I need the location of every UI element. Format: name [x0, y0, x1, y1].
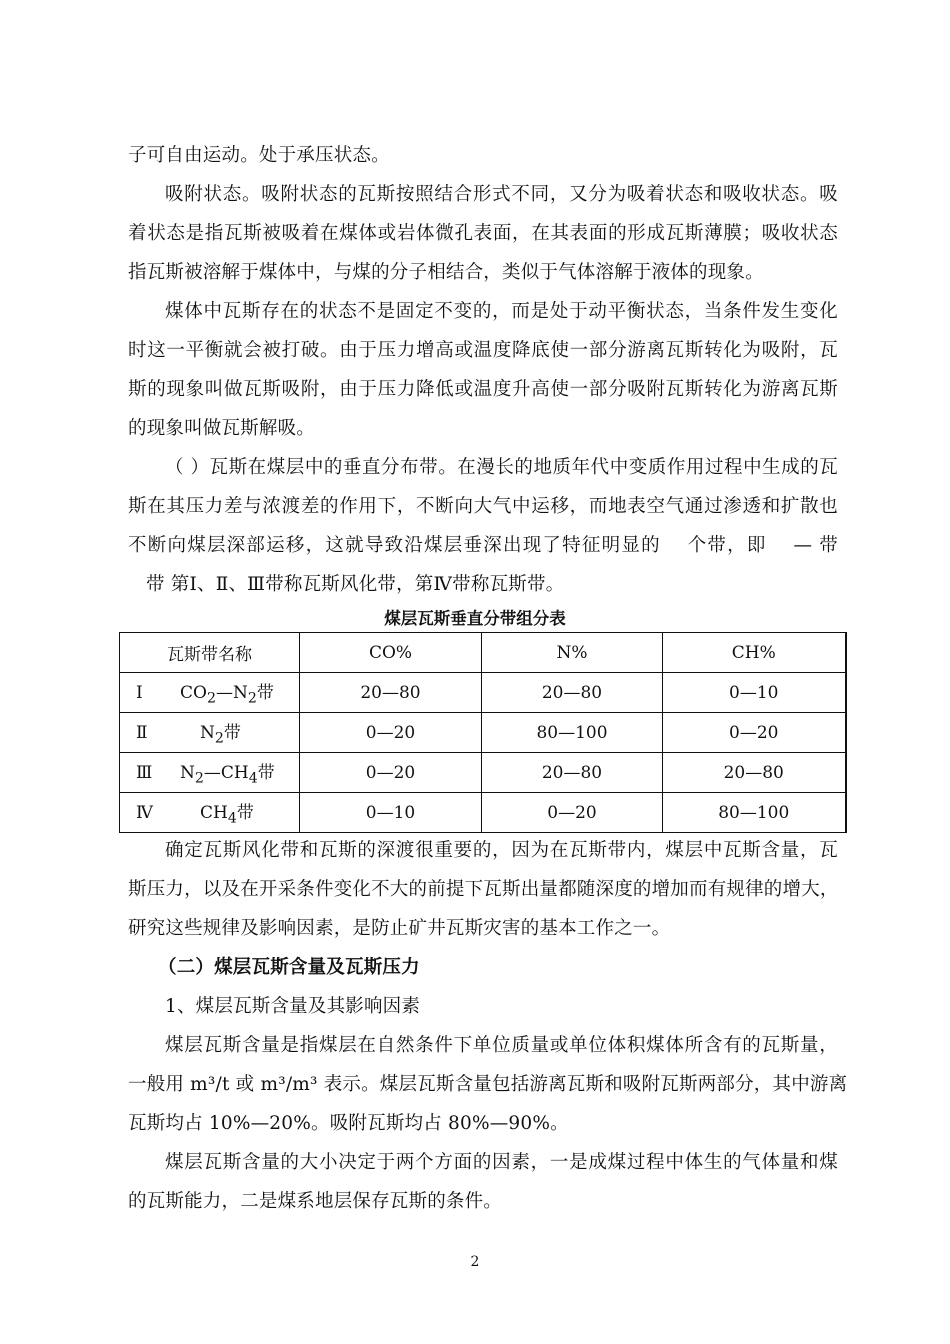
- co-cell: 20—80: [300, 673, 482, 713]
- para-7-line-1: 煤层瓦斯含量的大小决定于两个方面的因素，一是成煤过程中体生的气体量和煤: [165, 1152, 838, 1173]
- zone-name-part: —N: [215, 683, 248, 704]
- para-3-line-2: 时这一平衡就会被打破。由于压力增高或温度降底使一部分游离瓦斯转化为吸附，瓦: [128, 340, 838, 361]
- zone-name-sub: 2: [247, 690, 257, 707]
- n-cell: 0—20: [482, 793, 663, 833]
- header-co: CO%: [300, 633, 482, 673]
- zone-number: Ⅱ: [136, 723, 148, 744]
- para-2-line-1: 吸附状态。吸附状态的瓦斯按照结合形式不同，又分为吸着状态和吸收状态。吸: [165, 184, 838, 205]
- zone-number: Ⅲ: [136, 763, 153, 784]
- para-4-line-2: 斯在其压力差与浓渡差的作用下，不断向大气中运移，而地表空气通过渗透和扩散也: [128, 496, 838, 517]
- ch-cell: 80—100: [663, 793, 846, 833]
- zone-number: Ⅰ: [136, 683, 143, 704]
- para-5-line-3: 研究这些规律及影响因素，是防止矿井瓦斯灾害的基本工作之一。: [128, 918, 671, 939]
- zone-number: Ⅳ: [136, 803, 153, 824]
- subsection-heading: 1、煤层瓦斯含量及其影响因素: [165, 996, 421, 1017]
- zone-name-part: 带: [223, 723, 241, 744]
- zone-name-sub: 4: [227, 810, 237, 827]
- table-row: [120, 673, 846, 713]
- co-cell: 0—20: [300, 753, 482, 793]
- zone-name-part: CH: [200, 803, 228, 824]
- para-4-line-1: （ ）瓦斯在煤层中的垂直分布带。在漫长的地质年代中变质作用过程中生成的瓦: [165, 457, 838, 478]
- table-row: [120, 713, 846, 753]
- co-cell: 0—20: [300, 713, 482, 753]
- ch-cell: 20—80: [663, 753, 846, 793]
- table-header-row: [120, 633, 846, 673]
- zone-name-part: —CH: [203, 763, 249, 784]
- zone-name-part: N: [180, 763, 195, 784]
- para-2-line-3: 指瓦斯被溶解于煤体中，与煤的分子相结合，类似于气体溶解于液体的现象。: [128, 262, 764, 283]
- zone-name-part: 带: [236, 803, 254, 824]
- para-5-line-1: 确定瓦斯风化带和瓦斯的深渡很重要的，因为在瓦斯带内，煤层中瓦斯含量，瓦: [165, 840, 838, 861]
- n-cell: 80—100: [482, 713, 663, 753]
- table-row: [120, 753, 846, 793]
- header-ch: CH%: [663, 633, 846, 673]
- para-3-line-4: 的现象叫做瓦斯解吸。: [128, 418, 316, 439]
- header-n: N%: [482, 633, 663, 673]
- para-2-line-2: 着状态是指瓦斯被吸着在煤体或岩体微孔表面，在其表面的形成瓦斯薄膜；吸收状态: [128, 223, 838, 244]
- gas-zone-table: [119, 632, 847, 833]
- zone-name-part: CO: [180, 683, 207, 704]
- n-cell: 20—80: [482, 753, 663, 793]
- page-number: 2: [470, 1254, 480, 1270]
- zone-name-sub: 2: [194, 770, 204, 787]
- para-3-line-1: 煤体中瓦斯存在的状态不是固定不变的，而是处于动平衡状态，当条件发生变化: [165, 301, 838, 322]
- para-5-line-2: 斯压力，以及在开采条件变化不大的前提下瓦斯出量都随深度的增加而有规律的增大，: [128, 879, 839, 900]
- para-1-line-1: 子可自由运动。处于承压状态。: [128, 145, 390, 166]
- zone-name-cell: [120, 793, 300, 833]
- zone-name-cell: [120, 753, 300, 793]
- co-cell: 0—10: [300, 793, 482, 833]
- table-caption: 煤层瓦斯垂直分带组分表: [384, 609, 566, 628]
- ch-cell: 0—10: [663, 673, 846, 713]
- zone-name-sub: 2: [214, 730, 224, 747]
- para-6-line-2: 一般用 m³/t 或 m³/m³ 表示。煤层瓦斯含量包括游离瓦斯和吸附瓦斯两部分，其中游离: [128, 1074, 848, 1095]
- zone-name-cell: [120, 673, 300, 713]
- section-heading: （二）煤层瓦斯含量及瓦斯压力: [158, 957, 420, 978]
- zone-name-part: 带: [256, 683, 274, 704]
- para-4-line-3: 不断向煤层深部运移，这就导致沿煤层垂深出现了特征明显的 个带，即 — 带: [128, 535, 838, 556]
- zone-name-cell: [120, 713, 300, 753]
- para-7-line-2: 的瓦斯能力，二是煤系地层保存瓦斯的条件。: [128, 1191, 503, 1212]
- zone-name-sub: 2: [206, 690, 216, 707]
- zone-name-part: 带: [257, 763, 275, 784]
- n-cell: 20—80: [482, 673, 663, 713]
- para-6-line-1: 煤层瓦斯含量是指煤层在自然条件下单位质量或单位体积煤体所含有的瓦斯量，: [165, 1035, 838, 1056]
- para-6-line-3: 瓦斯均占 10%—20%。吸附瓦斯均占 80%—90%。: [128, 1113, 569, 1134]
- para-4-line-4: 带 第Ⅰ、Ⅱ、Ⅲ带称瓦斯风化带，第Ⅳ带称瓦斯带。: [146, 574, 565, 595]
- para-3-line-3: 斯的现象叫做瓦斯吸附，由于压力降低或温度升高使一部分吸附瓦斯转化为游离瓦斯: [128, 379, 838, 400]
- header-zone-name: 瓦斯带名称: [120, 633, 300, 673]
- zone-name-part: N: [200, 723, 215, 744]
- zone-name-sub: 4: [248, 770, 258, 787]
- table-row: [120, 793, 846, 833]
- ch-cell: 0—20: [663, 713, 846, 753]
